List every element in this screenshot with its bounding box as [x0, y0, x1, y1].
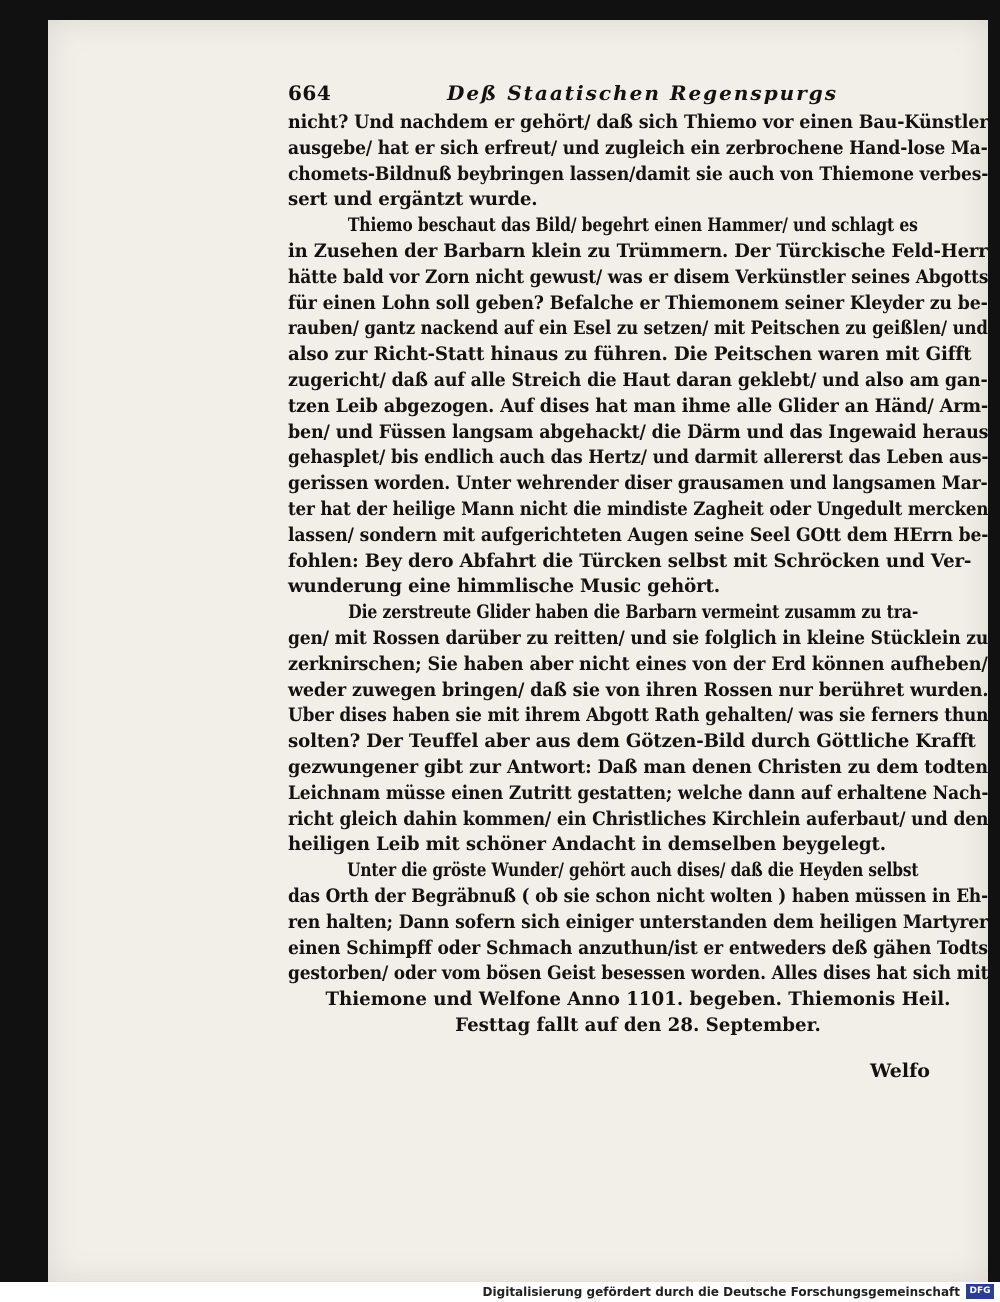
text-line: weder zuwegen bringen/ daß sie von ihren Rossen nur berühret wurden.: [288, 679, 989, 701]
text-line: tzen Leib abgezogen. Auf dises hat man ihme alle Glider an Händ/ Arm-: [288, 395, 989, 417]
text-line: nicht? Und nachdem er gehört/ daß sich Thiemo vor einen Bau-Künstler: [288, 112, 989, 133]
text-line: Unter die gröste Wunder/ gehört auch dises/ daß die Heyden selbst: [347, 860, 919, 882]
text-line: gezwungener gibt zur Antwort: Daß man denen Christen zu dem todten: [288, 756, 988, 778]
running-head: [288, 80, 988, 110]
text-line: wunderung eine himmlische Music gehört.: [288, 576, 720, 598]
text-line: ben/ und Füssen langsam abgehackt/ die Därm und das Ingewaid heraus: [288, 421, 989, 443]
text-line: heiligen Leib mit schöner Andacht in demselben beygelegt.: [288, 834, 886, 856]
text-line: gestorben/ oder vom bösen Geist besessen worden. Alles dises hat sich mit: [288, 963, 989, 985]
text-line: Die zerstreute Glider haben die Barbarn vermeint zusamm zu tra-: [348, 602, 919, 624]
text-line: ter hat der heilige Mann nicht die mindiste Zagheit oder Ungedult mercken: [288, 498, 989, 520]
text-line: für einen Lohn soll geben? Befalche er Thiemonem seiner Kleyder zu be-: [288, 292, 988, 314]
book-page: [48, 20, 988, 1282]
text-line: fohlen: Bey dero Abfahrt die Türcken selbst mit Schröcken und Ver-: [288, 550, 972, 572]
text-line: hätte bald vor Zorn nicht gewust/ was er disem Verkünstler seines Abgotts: [288, 266, 989, 288]
text-line: richt gleich dahin kommen/ ein Christliches Kirchlein auferbaut/ und den: [288, 808, 989, 830]
text-line: gehasplet/ bis endlich auch das Hertz/ und darmit allererst das Leben aus-: [288, 447, 989, 469]
text-line: in Zusehen der Barbarn klein zu Trümmern. Der Türckische Feld-Herr: [288, 240, 988, 262]
text-line: chomets-Bildnuß beybringen lassen/damit sie auch von Thiemone verbes-: [288, 163, 989, 185]
dfg-logo: DFG: [966, 1284, 994, 1299]
closing-line: Thiemone und Welfone Anno 1101. begeben. Thiemonis Heil.: [325, 989, 951, 1011]
text-line: zugericht/ daß auf alle Streich die Haut daran geklebt/ und also am gan-: [288, 369, 988, 391]
page-number: 664: [288, 81, 332, 105]
text-line: gen/ mit Rossen darüber zu reitten/ und sie folglich in kleine Stücklein zu: [288, 627, 989, 649]
text-line: rauben/ gantz nackend auf ein Esel zu setzen/ mit Peitschen zu geißlen/ und: [288, 318, 988, 340]
text-line: ausgebe/ hat er sich erfreut/ und zugleich ein zerbrochene Hand-lose Ma-: [288, 137, 988, 159]
closing-text: [288, 987, 988, 1039]
text-line: solten? Der Teuffel aber aus dem Götzen-Bild durch Göttliche Krafft: [288, 731, 976, 753]
text-line: Thiemo beschaut das Bild/ begehrt einen Hammer/ und schlagt es: [347, 215, 918, 237]
text-line: lassen/ sondern mit aufgerichteten Augen seine Seel GOtt dem HErrn be-: [288, 524, 989, 546]
text-line: Leichnam müsse einen Zutritt gestatten; welche dann auf erhaltene Nach-: [288, 782, 989, 804]
text-line: sert und ergäntzt wurde.: [288, 189, 538, 211]
text-line: zerknirschen; Sie haben aber nicht eines von der Erd können aufheben/: [288, 653, 988, 675]
text-line: gerissen worden. Unter wehrender diser grausamen und langsamen Mar-: [288, 473, 988, 495]
catchword: Welfo: [870, 1060, 930, 1082]
text-line: also zur Richt-Statt hinaus zu führen. Die Peitschen waren mit Gifft: [288, 344, 972, 366]
text-line: ren halten; Dann sofern sich einiger unterstanden dem heiligen Martyrer: [288, 911, 988, 933]
footer: [0, 1282, 1000, 1302]
running-title: Deß Staatischen Regenspurgs: [446, 81, 838, 105]
text-line: einen Schimpff oder Schmach anzuthun/ist er entweders deß gähen Todts: [288, 937, 988, 959]
body-text: [288, 110, 988, 987]
text-block: [288, 80, 988, 1039]
text-line: das Orth der Begräbnuß ( ob sie schon nicht wolten ) haben müssen in Eh-: [288, 885, 988, 907]
closing-line: Festtag fallt auf den 28. September.: [455, 1014, 821, 1036]
text-line: Uber dises haben sie mit ihrem Abgott Rath gehalten/ was sie ferners thun: [288, 705, 989, 727]
funding-note: Digitalisierung gefördert durch die Deutsche Forschungsgemeinschaft: [482, 1285, 960, 1299]
